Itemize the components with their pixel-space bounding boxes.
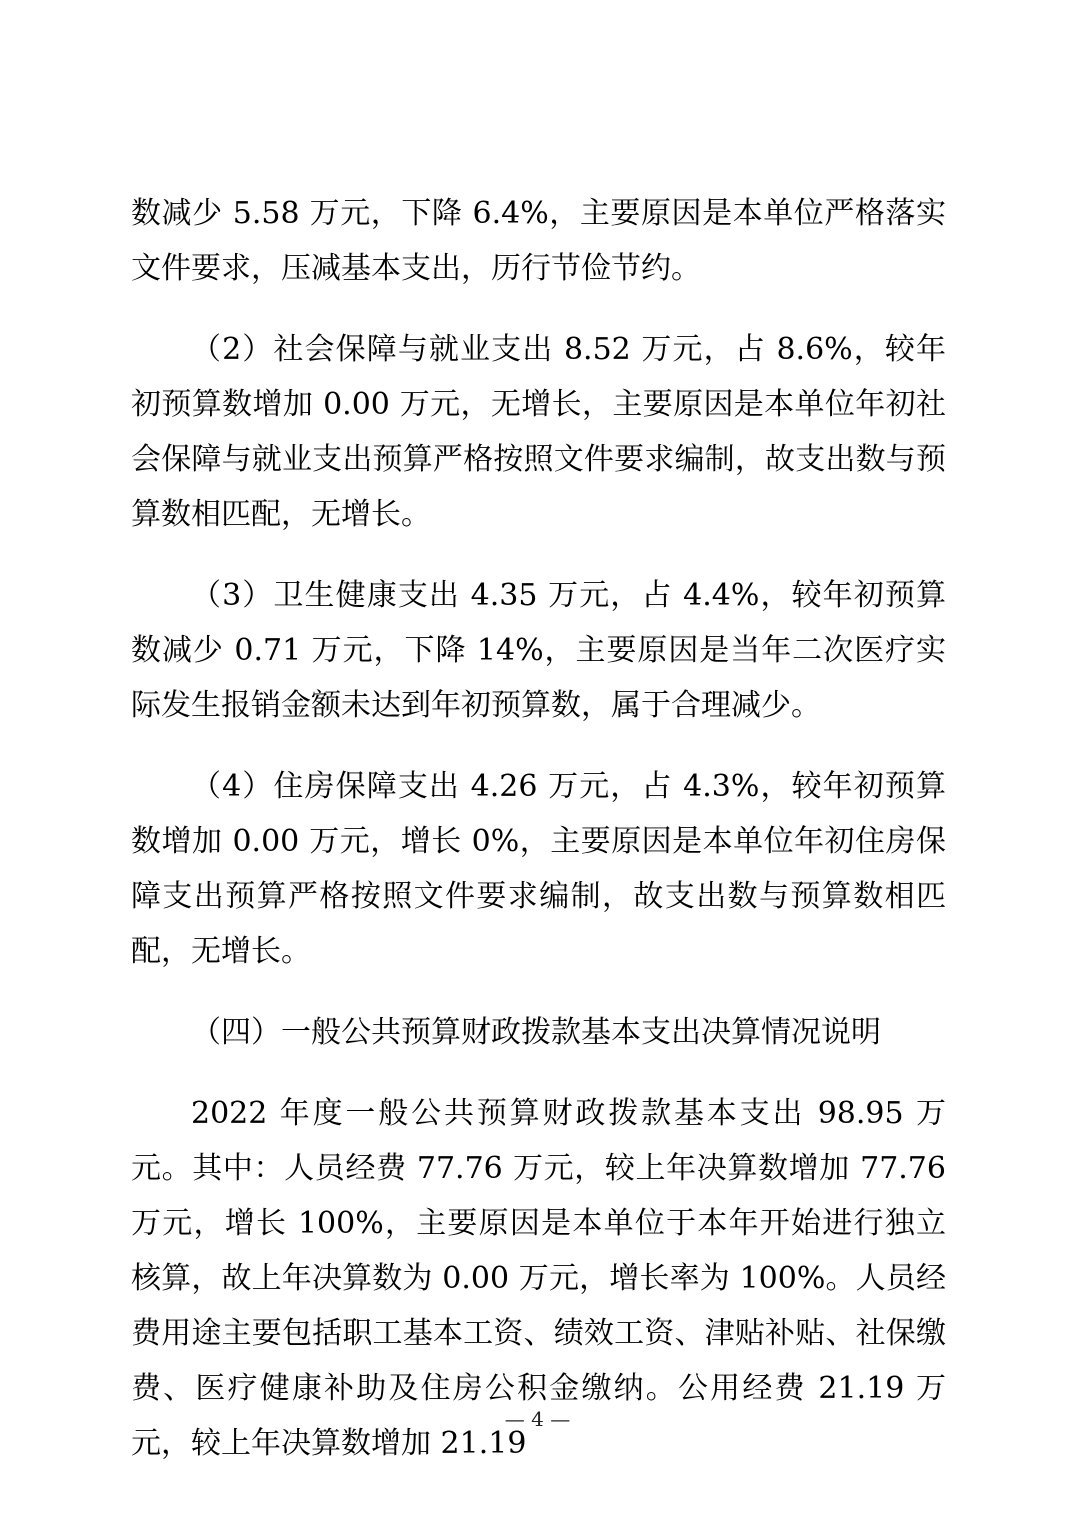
paragraph-health: （3）卫生健康支出 4.35 万元，占 4.4%，较年初预算数减少 0.71 万元，下降 14%，主要原因是当年二次医疗实际发生报销金额未达到年初预算数，属于合理减少。 <box>131 578 946 723</box>
paragraph-housing: （4）住房保障支出 4.26 万元，占 4.3%，较年初预算数增加 0.00 万元，增长 0%，主要原因是本单位年初住房保障支出预算严格按照文件要求编制，故支出数与预算数相匹配，无增长。 <box>131 769 946 969</box>
paragraph-social-security-employment: （2）社会保障与就业支出 8.52 万元，占 8.6%，较年初预算数增加 0.00 万元，无增长，主要原因是本单位年初社会保障与就业支出预算严格按照文件要求编制，故支出数与预算数相匹配，无增长。 <box>131 332 946 532</box>
paragraph-basic-expenditure: 2022 年度一般公共预算财政拨款基本支出 98.95 万元。其中：人员经费 77.76 万元，较上年决算数增加 77.76 万元，增长 100%，主要原因是本单位于本年开始进行独立核算，故上年决算数为 0.00 万元，增长率为 100%。人员经费用途主要包括职工基本工资、绩效工资、津贴补贴、社保缴费、医疗健康补助及住房公积金缴纳。公用经费 21.19 万元，较上年决算数增加 21.19 <box>131 1096 946 1461</box>
page-number: — 4 — <box>504 1407 571 1431</box>
paragraph-general-public-services-continuation: 数减少 5.58 万元，下降 6.4%，主要原因是本单位严格落实文件要求，压减基本支出，历行节俭节约。 <box>131 196 946 286</box>
document-body <box>131 186 946 1497</box>
section-heading: （四）一般公共预算财政拨款基本支出决算情况说明 <box>191 1015 881 1050</box>
